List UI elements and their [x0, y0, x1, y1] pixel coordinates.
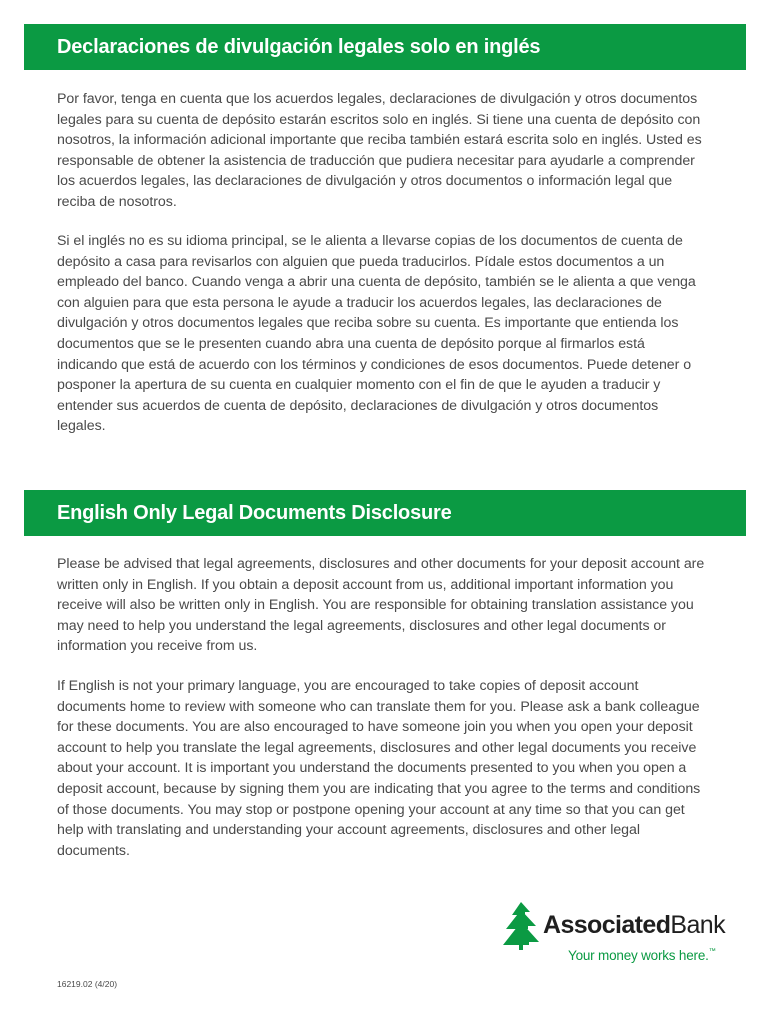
- form-code: 16219.02 (4/20): [57, 979, 118, 989]
- english-section-title: English Only Legal Documents Disclosure: [57, 501, 452, 524]
- logo-name-light: Bank: [670, 911, 725, 939]
- spanish-paragraph-2: Si el inglés no es su idioma principal, se le alienta a llevarse copias de los documentos de cuenta de depósito a casa para revisarlos con alguien que pueda traducirlos. Pídale estos documentos a un empleado del banco. Cuando venga a abrir una cuenta de depósito, también se le alienta a que venga con alguien para que esta persona le ayude a traducir los acuerdos legales, las declaraciones de divulgación y otros documentos legales que reciba sobre su cuenta. Es importante que entienda los documentos que se le presenten cuando abra una cuenta de depósito porque al firmarlos está indicando que está de acuerdo con los términos y condiciones de esos documentos. Puede detener o posponer la apertura de su cuenta en cualquier momento con el fin de que le ayuden a traducir y entender sus acuerdos de cuenta de depósito, declaraciones de divulgación y otros documentos legales.: [57, 233, 696, 435]
- associated-bank-logo: [503, 900, 743, 970]
- spanish-paragraph-1: Por favor, tenga en cuenta que los acuerdos legales, declaraciones de divulgación y otros documentos legales para su cuenta de depósito estarán escritos solo en inglés. Si tiene una cuenta de depósito con nosotros, la información adicional importante que reciba también estará escrita solo en inglés. Usted es responsable de obtener la asistencia de traducción que pudiera necesitar para ayudarle a comprender los acuerdos legales, las declaraciones de divulgación y otros documentos o información legal que reciba de nosotros.: [57, 91, 702, 210]
- spanish-section-title: Declaraciones de divulgación legales solo en inglés: [57, 35, 541, 58]
- english-paragraph-1: Please be advised that legal agreements, disclosures and other documents for your deposit account are written only in English. If you obtain a deposit account from us, additional important information you receive will also be written only in English. You are responsible for obtaining translation assistance you may need to help you understand the legal agreements, disclosures and other legal documents or information you receive from us.: [57, 556, 705, 655]
- logo-tagline-text: Your money works here.: [568, 948, 709, 963]
- logo-tagline: [568, 948, 716, 963]
- logo-trademark: ™: [708, 948, 716, 955]
- english-section-header: [24, 490, 746, 536]
- logo-name-bold: Associated: [543, 911, 671, 939]
- associated-bank-tree-logo-icon: [503, 902, 539, 950]
- logo-wordmark: [543, 910, 725, 940]
- spanish-section-header: [24, 24, 746, 70]
- english-paragraph-2: If English is not your primary language, you are encouraged to take copies of deposit account documents home to review with someone who can translate them for you. Please ask a bank colleague for these documents. You are also encouraged to have someone join you when you open your deposit account to help you translate the legal agreements, disclosures and other legal documents you receive about your account. It is important you understand the documents presented to you when you open a deposit account, because by signing them you are indicating that you agree to the terms and conditions of those documents. You may stop or postpone opening your account at any time so that you can get help with translating and understanding your account agreements, disclosures and other legal documents.: [57, 678, 701, 859]
